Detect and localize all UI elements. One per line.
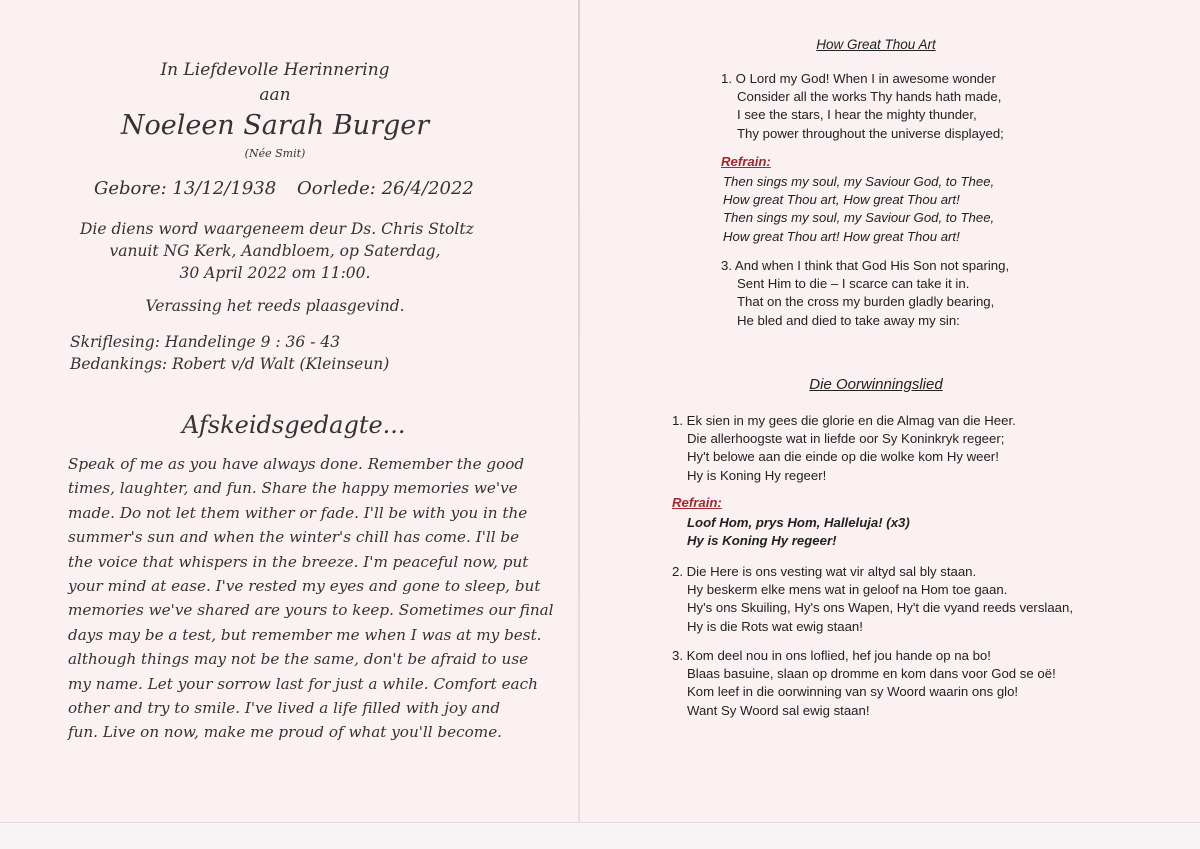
verse-line: Die allerhoogste wat in liefde oor Sy Koninkryk regeer;: [687, 431, 1005, 447]
maiden-name: (Née Smit): [244, 147, 306, 160]
hymn2-verse2: [672, 563, 1073, 636]
poem-line: your mind at ease. I've rested my eyes and gone to sleep, but: [68, 577, 541, 596]
farewell-poem: [68, 452, 554, 745]
hymn-title-how-great: How Great Thou Art: [816, 37, 936, 52]
poem-line: other and try to smile. I've lived a life filled with joy and: [68, 699, 501, 718]
verse-line: 2. Die Here is ons vesting wat vir altyd sal bly staan.: [672, 564, 977, 579]
poem-title: Afskeidsgedagte...: [182, 411, 406, 439]
service-details: [80, 218, 474, 284]
verse-line: Hy's ons Skuiling, Hy's ons Wapen, Hy't die vyand reeds verslaan,: [687, 600, 1074, 616]
verse-line: Consider all the works Thy hands hath made,: [737, 89, 1002, 105]
death-date: Oorlede: 26/4/2022: [297, 178, 474, 199]
hymn2-verse1: [672, 412, 1016, 485]
poem-line: memories we've shared are yours to keep. Sometimes our final: [68, 601, 554, 620]
page-fold: [578, 0, 580, 822]
verse-line: Hy is Koning Hy regeer!: [687, 467, 827, 483]
memorial-aan: aan: [259, 85, 291, 105]
verse-line: That on the cross my burden gladly bearing,: [737, 294, 995, 310]
hymn1-refrain: [723, 173, 994, 246]
poem-line: days may be a test, but remember me when I was at my best.: [68, 625, 542, 644]
poem-line: fun. Live on now, make me proud of what you'll become.: [68, 723, 503, 742]
verse-line: Blaas basuine, slaan op dromme en kom dans voor God se oë!: [687, 666, 1056, 682]
verse-line: I see the stars, I hear the mighty thunder,: [737, 107, 977, 123]
verse-line: 3. Kom deel nou in ons loflied, hef jou hande op na bo!: [672, 648, 991, 663]
verse-line: Thy power throughout the universe displayed;: [737, 125, 1004, 141]
hymn2-verse3: [672, 647, 1056, 720]
hymn2-refrain: [687, 514, 910, 550]
verse-line: Kom leef in die oorwinning van sy Woord waarin ons glo!: [687, 684, 1019, 700]
poem-line: Speak of me as you have always done. Remember the good: [68, 455, 525, 473]
poem-line: made. Do not let them wither or fade. I'll be with you in the: [68, 503, 528, 522]
scan-margin: [0, 822, 1200, 849]
hymn2-refrain-label: Refrain:: [672, 495, 722, 510]
refrain-line: Then sings my soul, my Saviour God, to Thee,: [723, 210, 995, 226]
verse-line: 1. O Lord my God! When I in awesome wonder: [721, 71, 996, 86]
cremation-note: Verassing het reeds plaasgevind.: [145, 297, 405, 315]
refrain-line: How great Thou art! How great Thou art!: [723, 228, 960, 244]
refrain-line: Hy is Koning Hy regeer!: [687, 533, 837, 549]
memorial-heading: In Liefdevolle Herinnering: [160, 60, 390, 80]
poem-line: times, laughter, and fun. Share the happy memories we've: [68, 479, 518, 498]
verse-line: 3. And when I think that God His Son not sparing,: [721, 258, 1010, 273]
verse-line: He bled and died to take away my sin:: [737, 312, 960, 328]
verse-line: Hy beskerm elke mens wat in geloof na Hom toe gaan.: [687, 582, 1008, 598]
verse-line: Want Sy Woord sal ewig staan!: [687, 702, 870, 718]
birth-date: Gebore: 13/12/1938: [94, 178, 277, 199]
hymn1-verse3: [721, 257, 1009, 330]
service-line: Die diens word waargeneem deur Ds. Chris Stoltz: [80, 220, 474, 238]
acknowledgements: Bedankings: Robert v/d Walt (Kleinseun): [70, 355, 390, 373]
deceased-name: Noeleen Sarah Burger: [120, 110, 430, 141]
poem-line: the voice that whispers in the breeze. I'm peaceful now, put: [68, 552, 529, 571]
hymn1-refrain-label: Refrain:: [721, 154, 771, 169]
verse-line: Hy is die Rots wat ewig staan!: [687, 618, 863, 634]
refrain-line: How great Thou art, How great Thou art!: [723, 192, 960, 208]
poem-line: my name. Let your sorrow last for just a while. Comfort each: [68, 674, 538, 693]
scripture-reading: Skriflesing: Handelinge 9 : 36 - 43: [70, 333, 341, 351]
service-line: vanuit NG Kerk, Aandbloem, op Saterdag,: [109, 242, 441, 260]
hymn1-verse1: [721, 70, 1004, 143]
service-line: 30 April 2022 om 11:00.: [179, 264, 371, 282]
verse-line: 1. Ek sien in my gees die glorie en die Almag van die Heer.: [672, 413, 1016, 428]
verse-line: Sent Him to die – I scarce can take it in.: [737, 276, 970, 292]
poem-line: although things may not be the same, don't be afraid to use: [68, 650, 529, 669]
refrain-line: Loof Hom, prys Hom, Halleluja! (x3): [687, 515, 910, 530]
verse-line: Hy't belowe aan die einde op die wolke kom Hy weer!: [687, 449, 999, 465]
refrain-line: Then sings my soul, my Saviour God, to Thee,: [723, 174, 995, 189]
poem-line: summer's sun and when the winter's chill has come. I'll be: [68, 528, 520, 547]
hymn-title-oorwinningslied: Die Oorwinningslied: [809, 376, 943, 393]
